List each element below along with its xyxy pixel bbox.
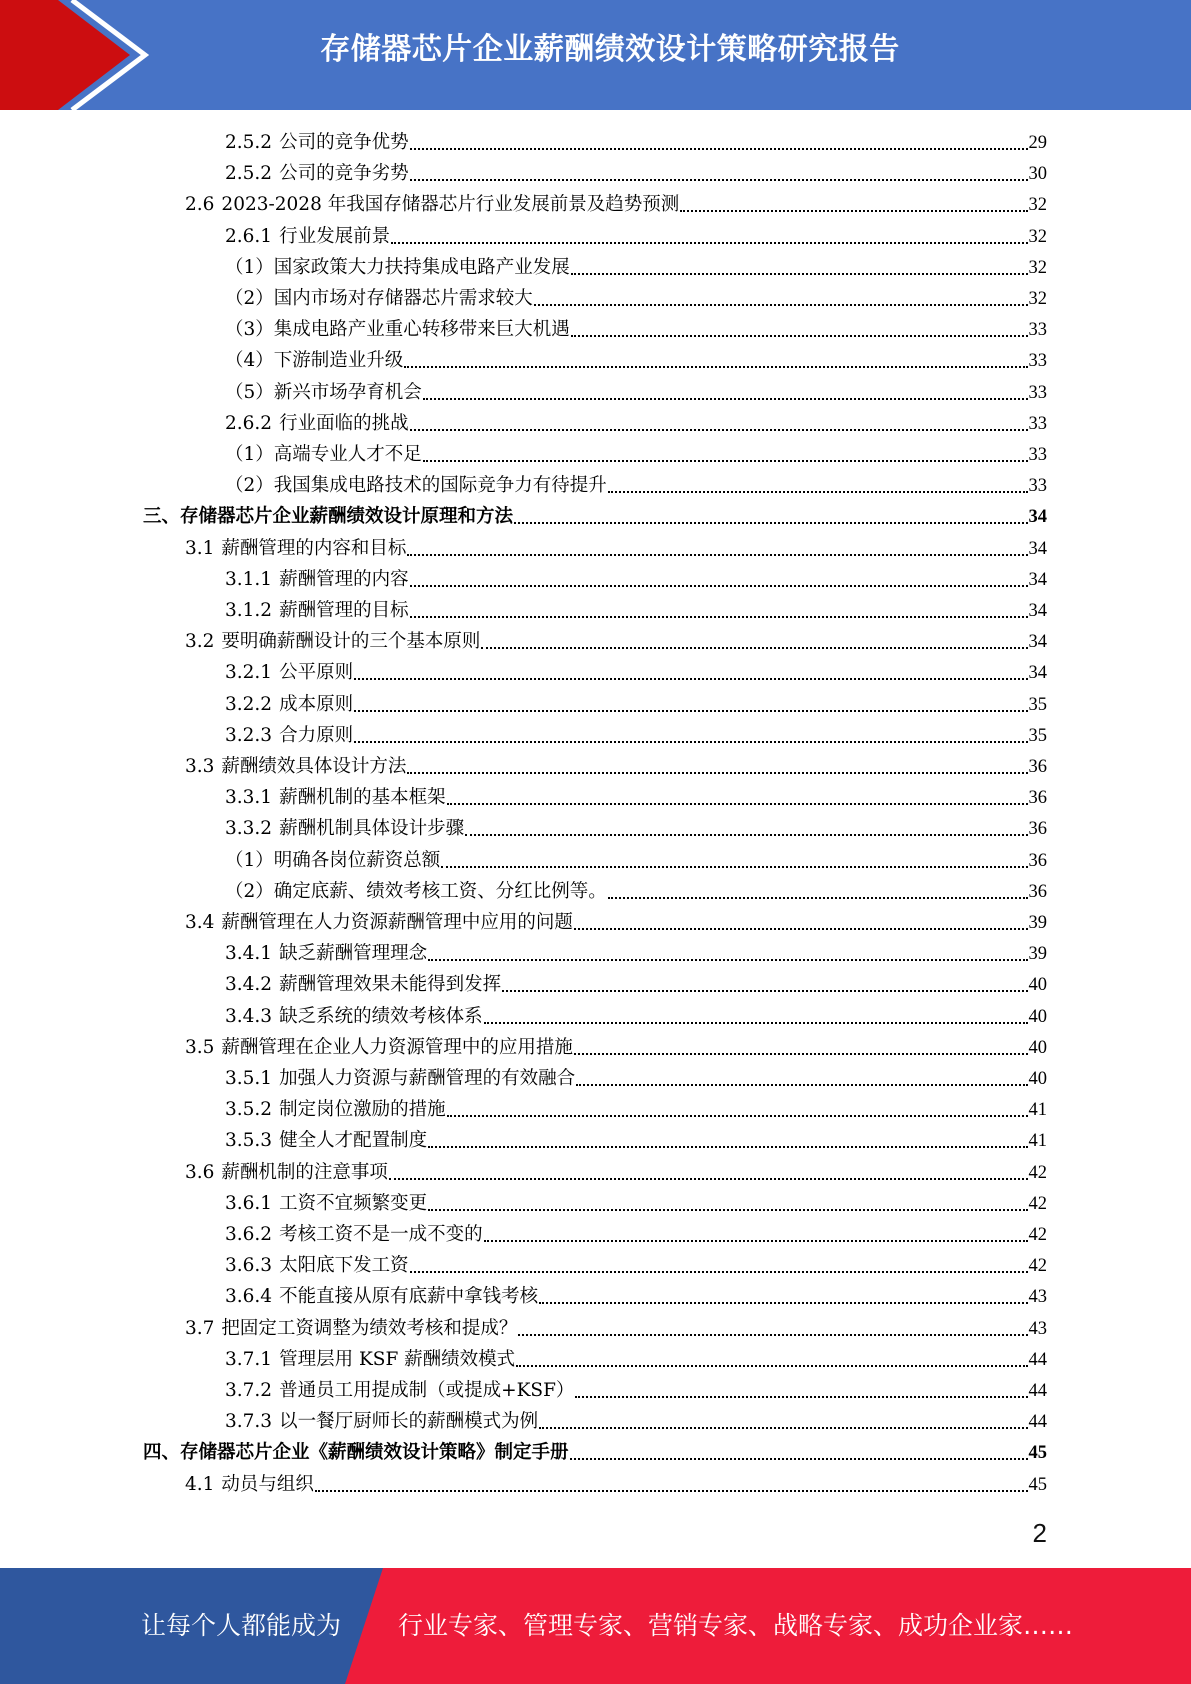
- toc-page-number: 44: [1028, 1349, 1047, 1370]
- toc-entry[interactable]: [185, 751, 1047, 782]
- toc-entry-title: [225, 595, 409, 626]
- toc-page-number: 34: [1028, 601, 1047, 621]
- toc-entry-label: 薪酬绩效具体设计方法: [221, 756, 407, 777]
- toc-entry-number: 3.5.1: [225, 1068, 273, 1089]
- toc-page-number: 39: [1028, 944, 1047, 965]
- toc-entry[interactable]: [225, 845, 1047, 876]
- toc-page-number: 36: [1028, 757, 1047, 777]
- toc-entry-title: [225, 1063, 575, 1094]
- toc-entry-label: 薪酬管理的内容: [279, 568, 409, 590]
- toc-entry-number: 2.6.1: [225, 225, 273, 247]
- toc-dot-leader: [423, 397, 1028, 400]
- toc-entry-number: 3.7.1: [225, 1348, 273, 1370]
- toc-entry-label: （2）我国集成电路技术的国际竞争力有待提升: [225, 475, 607, 497]
- toc-entry-title: [185, 1032, 573, 1063]
- toc-page-number: 41: [1028, 1100, 1047, 1121]
- toc-entry-title: [225, 408, 409, 439]
- toc-page-number: 33: [1028, 445, 1047, 465]
- toc-entry[interactable]: [185, 1313, 1047, 1344]
- toc-entry[interactable]: [225, 439, 1047, 470]
- toc-entry-number: 3.6.3: [225, 1255, 273, 1277]
- toc-entry[interactable]: [225, 1344, 1047, 1375]
- toc-entry[interactable]: [185, 907, 1047, 938]
- toc-dot-leader: [571, 272, 1028, 275]
- toc-page-number: 42: [1028, 1256, 1047, 1277]
- toc-entry-number: 3.2: [185, 631, 215, 653]
- toc-page-number: 34: [1028, 507, 1047, 528]
- toc-page-number: 42: [1028, 1193, 1047, 1214]
- toc-entry-label: 把固定工资调整为绩效考核和提成？: [221, 1317, 518, 1339]
- toc-page-number: 39: [1028, 913, 1047, 933]
- toc-entry-label: 薪酬管理在人力资源薪酬管理中应用的问题: [221, 912, 573, 933]
- toc-page-number: 45: [1028, 1474, 1047, 1495]
- toc-dot-leader: [447, 1114, 1028, 1117]
- toc-entry-label: 缺乏薪酬管理理念: [279, 943, 428, 965]
- toc-page-number: 40: [1028, 1037, 1047, 1058]
- toc-entry[interactable]: [225, 876, 1047, 907]
- toc-page-number: 42: [1028, 1162, 1047, 1183]
- toc-dot-leader: [354, 709, 1027, 712]
- toc-entry-title: [225, 845, 440, 876]
- toc-entry-number: 3.6: [185, 1161, 215, 1183]
- toc-entry-title: [225, 158, 409, 189]
- toc-page-number: 35: [1028, 694, 1047, 715]
- toc-page-number: 44: [1028, 1381, 1047, 1401]
- toc-entry-number: 2.5.2: [225, 132, 273, 153]
- toc-dot-leader: [404, 365, 1027, 368]
- toc-entry-label: （5）新兴市场孕育机会: [225, 381, 422, 403]
- toc-entry[interactable]: [225, 1188, 1047, 1219]
- toc-entry[interactable]: [225, 127, 1047, 158]
- toc-entry[interactable]: [225, 657, 1047, 688]
- toc-entry-label: 成本原则: [279, 693, 354, 715]
- toc-entry[interactable]: [225, 408, 1047, 439]
- toc-entry[interactable]: [225, 252, 1047, 283]
- toc-entry-label: 四、存储器芯片企业《薪酬绩效设计策略》制定手册: [143, 1442, 569, 1464]
- toc-entry-label: 太阳底下发工资: [279, 1255, 409, 1277]
- toc-dot-leader: [354, 677, 1027, 680]
- toc-entry-title: [185, 1157, 388, 1188]
- toc-page-number: 34: [1028, 569, 1047, 590]
- toc-entry-number: 3.4.1: [225, 943, 273, 965]
- toc-entry-title: [185, 1313, 517, 1344]
- toc-entry-label: 动员与组织: [221, 1473, 314, 1495]
- toc-dot-leader: [407, 553, 1027, 556]
- toc-entry-title: [225, 1094, 446, 1125]
- toc-entry-label: （1）明确各岗位薪资总额: [225, 849, 441, 871]
- toc-entry-number: 3.2.2: [225, 693, 273, 715]
- toc-entry[interactable]: [225, 1375, 1047, 1406]
- footer-slogan-left: 让每个人都能成为: [141, 1611, 342, 1640]
- toc-entry-label: 行业面临的挑战: [279, 412, 409, 434]
- toc-entry-label: （1）国家政策大力扶持集成电路产业发展: [225, 256, 570, 278]
- toc-page-number: 40: [1028, 1069, 1047, 1089]
- toc-page-number: 40: [1028, 975, 1047, 996]
- toc-entry-title: [185, 533, 406, 564]
- toc-dot-leader: [534, 303, 1028, 306]
- toc-entry-number: 3.6.1: [225, 1192, 273, 1214]
- toc-entry[interactable]: [225, 283, 1047, 314]
- toc-page-number: 33: [1028, 476, 1047, 497]
- toc-dot-leader: [407, 771, 1027, 774]
- toc-dot-leader: [516, 1364, 1027, 1367]
- toc-entry-title: [225, 564, 409, 595]
- toc-entry[interactable]: [225, 1063, 1047, 1094]
- page-number: 2: [1032, 1518, 1047, 1548]
- toc-entry[interactable]: [185, 626, 1047, 657]
- toc-entry-label: 普通员工用提成制（或提成+KSF）: [279, 1380, 575, 1401]
- toc-entry-label: 公司的竞争劣势: [279, 163, 409, 185]
- toc-dot-leader: [465, 833, 1027, 836]
- toc-dot-leader: [574, 1052, 1028, 1055]
- toc-entry[interactable]: [225, 782, 1047, 813]
- toc-dot-leader: [514, 521, 1027, 524]
- toc-entry-number: 3.1.1: [225, 568, 273, 590]
- toc-entry-label: （3）集成电路产业重心转移带来巨大机遇: [225, 319, 570, 341]
- toc-entry-number: 2.5.2: [225, 163, 273, 185]
- toc-entry-title: [225, 938, 427, 969]
- toc-entry-title: [185, 1469, 314, 1500]
- toc-entry[interactable]: [225, 1094, 1047, 1125]
- toc-entry-title: [225, 252, 570, 283]
- toc-entry-number: 3.6.4: [225, 1286, 273, 1308]
- toc-entry-label: 工资不宜频繁变更: [279, 1192, 428, 1214]
- toc-entry[interactable]: [225, 470, 1047, 501]
- toc-entry-title: [143, 501, 513, 532]
- toc-entry[interactable]: [225, 564, 1047, 595]
- toc-entry[interactable]: [225, 1281, 1047, 1312]
- toc-entry-number: 3.3.1: [225, 787, 273, 809]
- toc-entry-number: 3.1: [185, 537, 215, 559]
- footer-slogan-right: 行业专家、管理专家、营销专家、战略专家、成功企业家……: [398, 1611, 1074, 1640]
- toc-entry-number: 3.4.2: [225, 974, 273, 996]
- toc-entry-number: 3.7.2: [225, 1380, 273, 1401]
- toc-dot-leader: [410, 615, 1028, 618]
- toc-entry-title: [225, 813, 464, 844]
- toc-dot-leader: [428, 1208, 1027, 1211]
- toc-entry-title: [225, 1188, 427, 1219]
- toc-dot-leader: [570, 1457, 1028, 1460]
- toc-entry-label: 管理层用 KSF 薪酬绩效模式: [279, 1348, 516, 1370]
- toc-entry-title: [225, 283, 533, 314]
- toc-entry[interactable]: [185, 1469, 1047, 1500]
- toc-page-number: 33: [1028, 382, 1047, 403]
- toc-dot-leader: [410, 1270, 1028, 1273]
- toc-entry-label: （2）国内市场对存储器芯片需求较大: [225, 288, 533, 309]
- toc-dot-leader: [428, 958, 1027, 961]
- toc-entry-number: 4.1: [185, 1473, 215, 1495]
- toc-dot-leader: [389, 1177, 1028, 1180]
- toc-entry[interactable]: [225, 1250, 1047, 1281]
- toc-entry-title: [225, 1219, 483, 1250]
- toc-entry[interactable]: [225, 595, 1047, 626]
- toc-entry-number: 3.3.2: [225, 818, 273, 840]
- toc-page-number: 36: [1028, 881, 1047, 902]
- toc-entry[interactable]: [185, 1032, 1047, 1063]
- toc-entry-label: 薪酬机制具体设计步骤: [279, 818, 465, 840]
- toc-entry-title: [225, 221, 390, 252]
- toc-entry-title: [143, 1437, 569, 1468]
- toc-entry-title: [225, 1281, 538, 1312]
- toc-dot-leader: [608, 896, 1028, 899]
- toc-page-number: 34: [1028, 538, 1047, 559]
- toc-entry-number: 3.4.3: [225, 1005, 273, 1027]
- toc-entry-title: [225, 470, 607, 501]
- toc-entry-label: 制定岗位激励的措施: [279, 1099, 446, 1121]
- toc-dot-leader: [608, 490, 1028, 493]
- toc-entry-title: [225, 720, 353, 751]
- toc-entry[interactable]: [225, 813, 1047, 844]
- toc-page-number: 41: [1028, 1131, 1047, 1152]
- toc-page-number: 34: [1028, 632, 1047, 653]
- toc-entry-title: [225, 345, 403, 376]
- toc-page-number: 35: [1028, 725, 1047, 746]
- toc-entry-label: 薪酬机制的基本框架: [279, 787, 446, 809]
- toc-entry[interactable]: [225, 1406, 1047, 1437]
- toc-dot-leader: [575, 1395, 1027, 1398]
- toc-dot-leader: [441, 865, 1027, 868]
- toc-entry-title: [225, 876, 607, 907]
- toc-dot-leader: [354, 740, 1027, 743]
- toc-entry-title: [185, 751, 406, 782]
- toc-dot-leader: [539, 1426, 1027, 1429]
- toc-entry[interactable]: [225, 377, 1047, 408]
- toc-entry-number: 3.2.1: [225, 662, 273, 684]
- toc-entry-label: 薪酬管理在企业人力资源管理中的应用措施: [221, 1036, 573, 1058]
- toc-entry[interactable]: [185, 189, 1047, 220]
- toc-entry-title: [225, 127, 409, 158]
- toc-entry-label: 健全人才配置制度: [279, 1130, 428, 1152]
- toc-entry-label: 薪酬管理的目标: [279, 600, 409, 621]
- toc-entry[interactable]: [225, 969, 1047, 1000]
- toc-page-number: 32: [1028, 226, 1047, 247]
- toc-dot-leader: [391, 241, 1027, 244]
- toc-entry-label: 行业发展前景: [279, 225, 391, 247]
- toc-page-number: 44: [1028, 1412, 1047, 1433]
- toc-entry-label: 合力原则: [279, 724, 354, 746]
- toc-entry-label: 薪酬管理的内容和目标: [221, 537, 407, 559]
- toc-entry-number: 3.6.2: [225, 1224, 273, 1245]
- toc-entry-number: 3.4: [185, 912, 215, 933]
- toc-dot-leader: [423, 459, 1028, 462]
- toc-dot-leader: [447, 802, 1028, 805]
- toc-entry-label: （2）确定底薪、绩效考核工资、分红比例等。: [225, 880, 607, 902]
- toc-entry-title: [225, 1001, 483, 1032]
- toc-dot-leader: [484, 1021, 1028, 1024]
- toc-page-number: 36: [1028, 819, 1047, 840]
- toc-entry-label: 以一餐厅厨师长的薪酬模式为例: [279, 1411, 539, 1433]
- page-footer: [0, 1568, 1191, 1684]
- toc-dot-leader: [484, 1239, 1028, 1242]
- toc-entry-title: [185, 189, 679, 220]
- toc-entry[interactable]: [225, 345, 1047, 376]
- toc-dot-leader: [680, 209, 1027, 212]
- toc-dot-leader: [481, 646, 1027, 649]
- toc-entry-label: （1）高端专业人才不足: [225, 444, 422, 465]
- toc-entry-title: [225, 1344, 515, 1375]
- toc-chapter-entry[interactable]: [143, 1437, 1047, 1468]
- toc-dot-leader: [410, 147, 1028, 150]
- toc-entry-number: 3.3: [185, 756, 215, 777]
- toc-entry-number: 3.5: [185, 1036, 215, 1058]
- toc-page-number: 42: [1028, 1225, 1047, 1245]
- toc-entry-label: 加强人力资源与薪酬管理的有效融合: [279, 1068, 576, 1089]
- toc-entry[interactable]: [225, 720, 1047, 751]
- toc-entry[interactable]: [225, 689, 1047, 720]
- toc-dot-leader: [410, 428, 1028, 431]
- toc-dot-leader: [539, 1301, 1027, 1304]
- toc-entry-title: [225, 1375, 574, 1406]
- toc-entry-label: 不能直接从原有底薪中拿钱考核: [279, 1286, 539, 1308]
- toc-dot-leader: [574, 927, 1028, 930]
- toc-page-number: 30: [1028, 164, 1047, 185]
- toc-entry-number: 2.6.2: [225, 412, 273, 434]
- toc-entry[interactable]: [225, 314, 1047, 345]
- toc-entry-title: [225, 1250, 409, 1281]
- toc-entry-number: 3.5.3: [225, 1130, 273, 1152]
- toc-entry[interactable]: [185, 533, 1047, 564]
- toc-entry-number: 3.5.2: [225, 1099, 273, 1121]
- toc-entry[interactable]: [185, 1157, 1047, 1188]
- toc-entry[interactable]: [225, 1125, 1047, 1156]
- toc-entry-number: 2.6: [185, 194, 215, 216]
- toc-entry-number: 3.2.3: [225, 724, 273, 746]
- toc-entry-label: 2023-2028 年我国存储器芯片行业发展前景及趋势预测: [221, 194, 680, 216]
- toc-entry-label: 薪酬机制的注意事项: [221, 1161, 388, 1183]
- toc-entry-label: 三、存储器芯片企业薪酬绩效设计原理和方法: [143, 506, 514, 528]
- toc-entry-title: [225, 377, 422, 408]
- toc-page-number: 45: [1028, 1443, 1047, 1464]
- toc-page-number: 32: [1028, 195, 1047, 216]
- toc-page-number: 36: [1028, 850, 1047, 871]
- toc-page-number: 29: [1028, 133, 1047, 153]
- toc-entry-title: [225, 1125, 427, 1156]
- toc-dot-leader: [571, 334, 1028, 337]
- toc-dot-leader: [428, 1145, 1027, 1148]
- toc-entry-title: [185, 626, 480, 657]
- toc-dot-leader: [502, 989, 1027, 992]
- toc-entry-number: 3.1.2: [225, 600, 273, 621]
- toc-entry[interactable]: [225, 158, 1047, 189]
- toc-page-number: 33: [1028, 351, 1047, 372]
- toc-page-number: 43: [1028, 1287, 1047, 1308]
- toc-entry-title: [225, 1406, 538, 1437]
- toc-entry[interactable]: [225, 221, 1047, 252]
- toc-page-number: 33: [1028, 413, 1047, 434]
- toc-dot-leader: [518, 1333, 1027, 1336]
- toc-dot-leader: [315, 1489, 1028, 1492]
- toc-entry-label: 薪酬管理效果未能得到发挥: [279, 974, 502, 996]
- document-title: 存储器芯片企业薪酬绩效设计策略研究报告: [320, 32, 900, 67]
- toc-entry-label: 缺乏系统的绩效考核体系: [279, 1005, 483, 1027]
- toc-entry[interactable]: [225, 938, 1047, 969]
- toc-page-number: 32: [1028, 289, 1047, 309]
- toc-entry-title: [185, 907, 573, 938]
- toc-entry-label: 要明确薪酬设计的三个基本原则: [221, 631, 481, 653]
- toc-chapter-entry[interactable]: [143, 501, 1047, 532]
- toc-entry-label: 公平原则: [279, 662, 354, 684]
- toc-page-number: 43: [1028, 1318, 1047, 1339]
- toc-dot-leader: [410, 584, 1028, 587]
- toc-entry-title: [225, 782, 446, 813]
- toc-entry[interactable]: [225, 1219, 1047, 1250]
- toc-page-number: 33: [1028, 320, 1047, 341]
- toc-entry-title: [225, 439, 422, 470]
- toc-page-number: 36: [1028, 788, 1047, 809]
- toc-dot-leader: [410, 178, 1028, 181]
- toc-entry-title: [225, 689, 353, 720]
- toc-entry-label: 公司的竞争优势: [279, 132, 409, 153]
- toc-page-number: 40: [1028, 1006, 1047, 1027]
- page-header: [0, 0, 1191, 110]
- toc-entry-number: 3.7.3: [225, 1411, 273, 1433]
- toc-entry-title: [225, 969, 501, 1000]
- toc-page-number: 32: [1028, 257, 1047, 278]
- toc-dot-leader: [576, 1083, 1027, 1086]
- toc-entry-title: [225, 657, 353, 688]
- toc-entry-title: [225, 314, 570, 345]
- toc-page-number: 34: [1028, 663, 1047, 684]
- toc-entry[interactable]: [225, 1001, 1047, 1032]
- toc-entry-label: 考核工资不是一成不变的: [279, 1224, 483, 1245]
- toc-entry-number: 3.7: [185, 1317, 215, 1339]
- toc-entry-label: （4）下游制造业升级: [225, 350, 404, 372]
